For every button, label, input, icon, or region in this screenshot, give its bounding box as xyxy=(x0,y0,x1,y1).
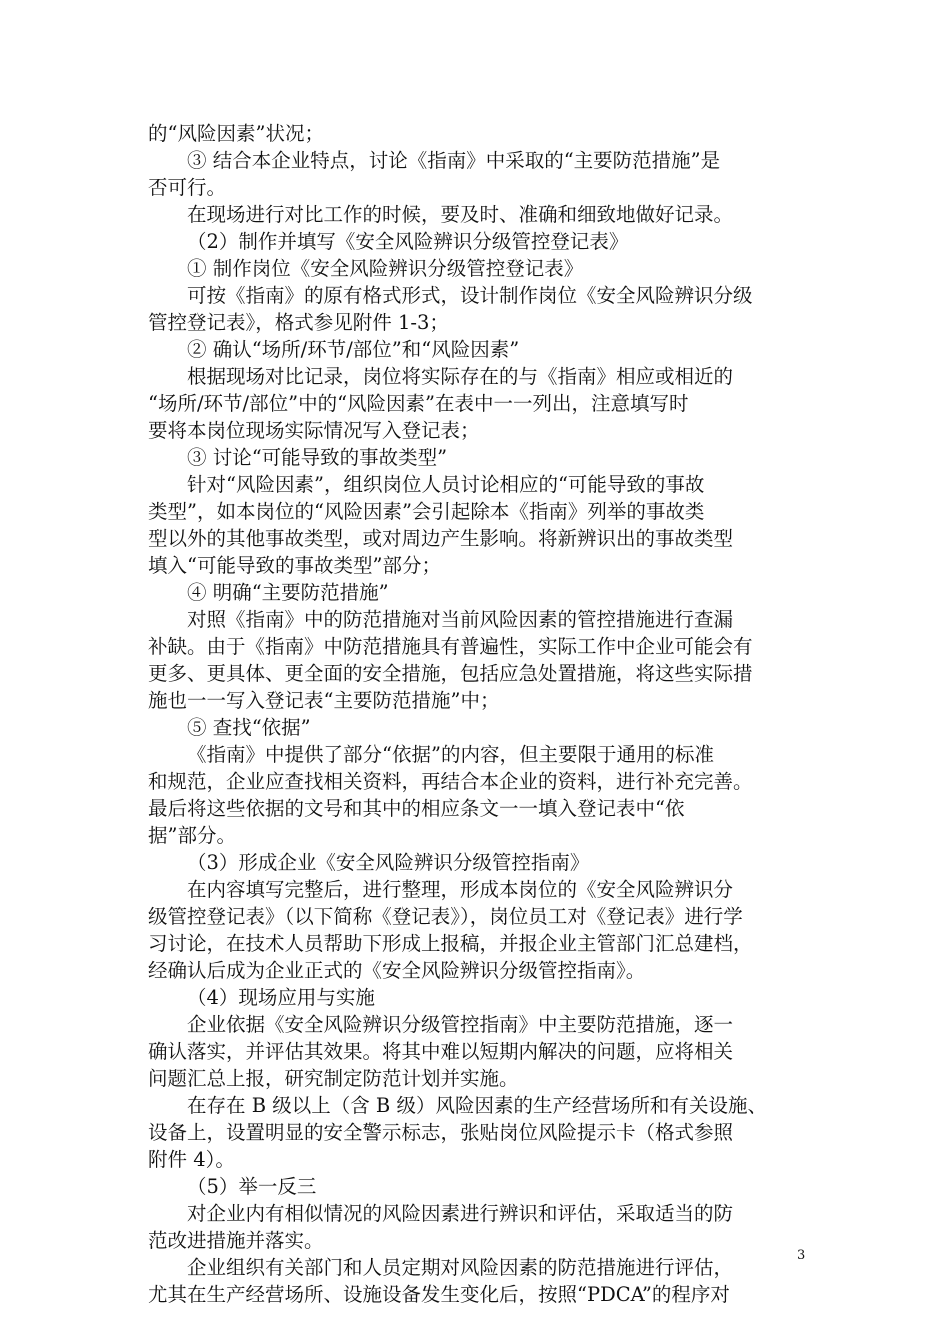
text-line: 类型”，如本岗位的“风险因素”会引起除本《指南》列举的事故类 xyxy=(148,500,705,523)
text-line: 尤其在生产经营场所、设施设备发生变化后，按照“PDCA”的程序对 xyxy=(148,1283,730,1306)
text-line: 更多、更具体、更全面的安全措施，包括应急处置措施，将这些实际措 xyxy=(148,662,753,685)
text-line: 据”部分。 xyxy=(148,824,236,847)
body-text xyxy=(148,120,810,1308)
sub-heading: ④ 明确“主要防范措施” xyxy=(187,581,389,604)
section-heading: （3）形成企业《安全风险辨识分级管控指南》 xyxy=(187,851,590,874)
text-line: 习讨论，在技术人员帮助下形成上报稿，并报企业主管部门汇总建档， xyxy=(148,932,753,955)
text-line: “场所/环节/部位”中的“风险因素”在表中一一列出，注意填写时 xyxy=(148,392,689,415)
text-line: 在存在 B 级以上（含 B 级）风险因素的生产经营场所和有关设施、 xyxy=(187,1094,767,1117)
text-line: 级管控登记表》（以下简称《登记表》），岗位员工对《登记表》进行学 xyxy=(148,905,743,928)
text-line: 在内容填写完整后，进行整理，形成本岗位的《安全风险辨识分 xyxy=(187,878,734,901)
text-line: 《指南》中提供了部分“依据”的内容，但主要限于通用的标准 xyxy=(187,743,714,766)
text-line: 对企业内有相似情况的风险因素进行辨识和评估，采取适当的防 xyxy=(187,1202,734,1225)
text-line: 在现场进行对比工作的时候，要及时、准确和细致地做好记录。 xyxy=(187,203,734,226)
text-line: 企业组织有关部门和人员定期对风险因素的防范措施进行评估， xyxy=(187,1256,734,1279)
text-line: ③ 结合本企业特点，讨论《指南》中采取的“主要防范措施”是 xyxy=(187,149,721,172)
sub-heading: ① 制作岗位《安全风险辨识分级管控登记表》 xyxy=(187,257,584,280)
section-heading: （5）举一反三 xyxy=(187,1175,317,1198)
section-heading: （2）制作并填写《安全风险辨识分级管控登记表》 xyxy=(187,230,629,253)
text-line: 补缺。由于《指南》中防范措施具有普遍性，实际工作中企业可能会有 xyxy=(148,635,753,658)
text-line: 对照《指南》中的防范措施对当前风险因素的管控措施进行查漏 xyxy=(187,608,734,631)
text-line: 要将本岗位现场实际情况写入登记表； xyxy=(148,419,480,442)
text-line: 最后将这些依据的文号和其中的相应条文一一填入登记表中“依 xyxy=(148,797,685,820)
text-line: 设备上，设置明显的安全警示标志，张贴岗位风险提示卡（格式参照 xyxy=(148,1121,734,1144)
sub-heading: ⑤ 查找“依据” xyxy=(187,716,311,739)
text-line: 型以外的其他事故类型，或对周边产生影响。将新辨识出的事故类型 xyxy=(148,527,734,550)
text-line: 针对“风险因素”，组织岗位人员讨论相应的“可能导致的事故 xyxy=(187,473,705,496)
text-line: 企业依据《安全风险辨识分级管控指南》中主要防范措施，逐一 xyxy=(187,1013,734,1036)
text-line: 范改进措施并落实。 xyxy=(148,1229,324,1252)
text-line: 填入“可能导致的事故类型”部分； xyxy=(148,554,441,577)
text-line: 可按《指南》的原有格式形式，设计制作岗位《安全风险辨识分级 xyxy=(187,284,753,307)
page-number: 3 xyxy=(797,1248,806,1263)
sub-heading: ③ 讨论“可能导致的事故类型” xyxy=(187,446,448,469)
text-line: 施也一一写入登记表“主要防范措施”中； xyxy=(148,689,500,712)
text-line: 和规范，企业应查找相关资料，再结合本企业的资料，进行补充完善。 xyxy=(148,770,753,793)
text-line: 确认落实，并评估其效果。将其中难以短期内解决的问题，应将相关 xyxy=(148,1040,734,1063)
text-line: 问题汇总上报，研究制定防范计划并实施。 xyxy=(148,1067,519,1090)
text-line: 的“风险因素”状况； xyxy=(148,122,324,145)
text-line: 管控登记表》，格式参见附件 1-3； xyxy=(148,311,449,334)
text-line: 否可行。 xyxy=(148,176,227,199)
text-line: 经确认后成为企业正式的《安全风险辨识分级管控指南》。 xyxy=(148,959,646,982)
section-heading: （4）现场应用与实施 xyxy=(187,986,375,1009)
text-line: 附件 4）。 xyxy=(148,1148,235,1171)
text-line: 根据现场对比记录，岗位将实际存在的与《指南》相应或相近的 xyxy=(187,365,734,388)
sub-heading: ② 确认“场所/环节/部位”和“风险因素” xyxy=(187,338,520,361)
